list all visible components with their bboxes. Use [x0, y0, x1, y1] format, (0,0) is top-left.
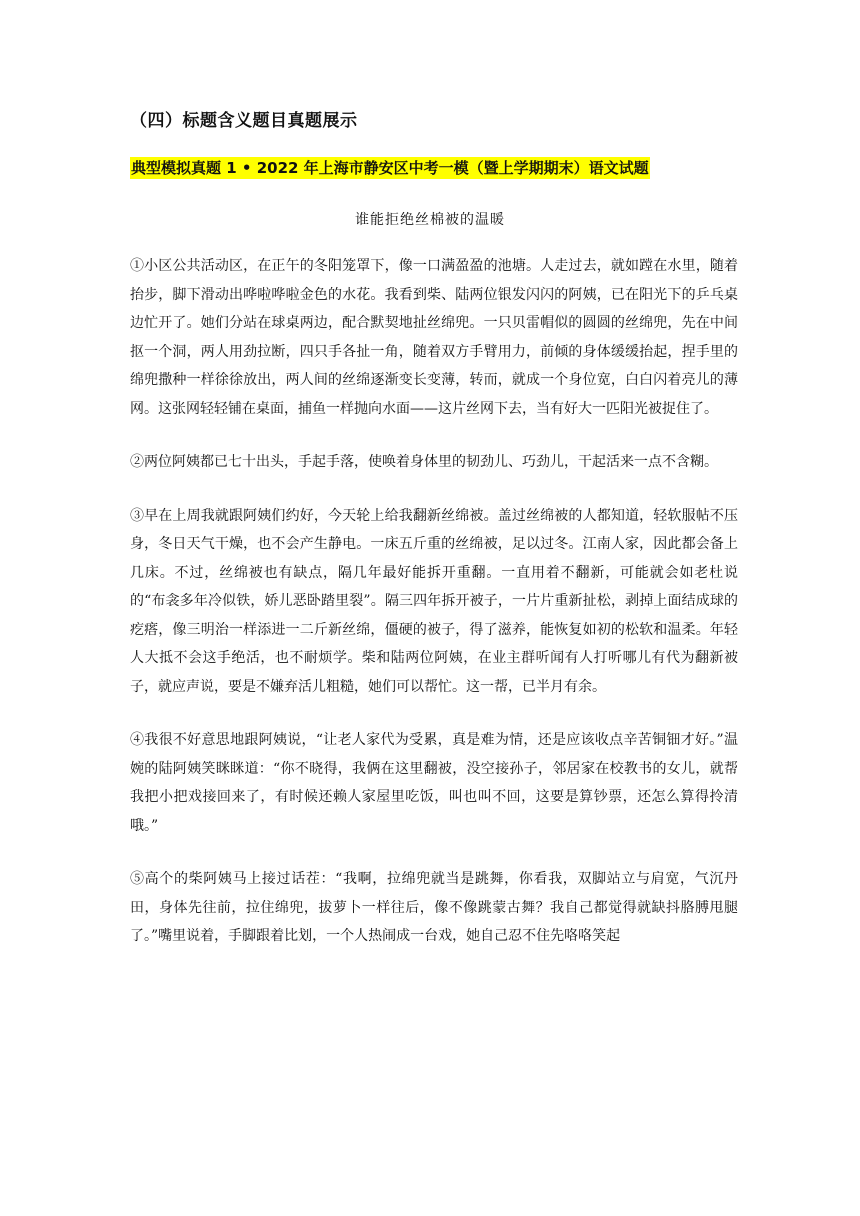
source-label-row — [130, 157, 650, 178]
article-title: 谁能拒绝丝棉被的温暖 — [355, 212, 505, 228]
section-heading: （四）标题含义题目真题展示 — [130, 111, 358, 131]
paragraph-4: ④我很不好意思地跟阿姨说，“让老人家代为受累，真是难为情，还是应该收点辛苦铜钿才好。”温婉的陆阿姨笑眯眯道：“你不晓得，我俩在这里翻被，没空接孙子，邻居家在校教书的女儿，就帮我把小把戏接回来了，有时候还赖人家屋里吃饭，叫也叫不回，这要是算钞票，还怎么算得拎清哦。” — [130, 732, 738, 834]
paragraph-3: ③早在上周我就跟阿姨们约好，今天轮上给我翻新丝绵被。盖过丝绵被的人都知道，轻软服帖不压身，冬日天气干燥，也不会产生静电。一床五斤重的丝绵被，足以过冬。江南人家，因此都会备上几床。不过，丝绵被也有缺点，隔几年最好能拆开重翻。一直用着不翻新，可能就会如老杜说的“布衾多年冷似铁，娇儿恶卧踏里裂”。隔三四年拆开被子，一片片重新扯松，剥掉上面结成球的疙瘩，像三明治一样添进一二斤新丝绵，僵硬的被子，得了滋养，能恢复如初的松软和温柔。年轻人大抵不会这手绝活，也不耐烦学。柴和陆两位阿姨，在业主群听闻有人打听哪儿有代为翻新被子，就应声说，要是不嫌弃活儿粗糙，她们可以帮忙。这一帮，已半月有余。 — [130, 507, 738, 695]
paragraph-1: ①小区公共活动区，在正午的冬阳笼罩下，像一口满盈盈的池塘。人走过去，就如蹚在水里，随着抬步，脚下滑动出哗啦哗啦金色的水花。我看到柴、陆两位银发闪闪的阿姨，已在阳光下的乒乓桌边忙开了。她们分站在球桌两边，配合默契地扯丝绵兜。一只贝雷帽似的圆圆的丝绵兜，先在中间抠一个洞，两人用劲拉断，四只手各扯一角，随着双方手臂用力，前倾的身体缓缓抬起，捏手里的绵兜撒种一样徐徐放出，两人间的丝绵逐渐变长变薄，转而，就成一个身位宽，白白闪着亮儿的薄网。这张网轻轻铺在桌面，捕鱼一样抛向水面——这片丝网下去，当有好大一匹阳光被捉住了。 — [130, 258, 738, 417]
article-body — [130, 252, 738, 976]
paragraph-2: ②两位阿姨都已七十出头，手起手落，使唤着身体里的韧劲儿、巧劲儿，干起活来一点不含糊。 — [130, 454, 718, 470]
source-label: 典型模拟真题 1 • 2022 年上海市静安区中考一模（暨上学期期末）语文试题 — [131, 159, 649, 177]
paragraph-5: ⑤高个的柴阿姨马上接过话茬：“我啊，拉绵兜就当是跳舞，你看我，双脚站立与肩宽，气沉丹田，身体先往前，拉住绵兜，拔萝卜一样往后，像不像跳蒙古舞？我自己都觉得就缺抖胳膊甩腿了。”嘴里说着，手脚跟着比划，一个人热闹成一台戏，她自己忍不住先咯咯笑起 — [130, 871, 738, 944]
